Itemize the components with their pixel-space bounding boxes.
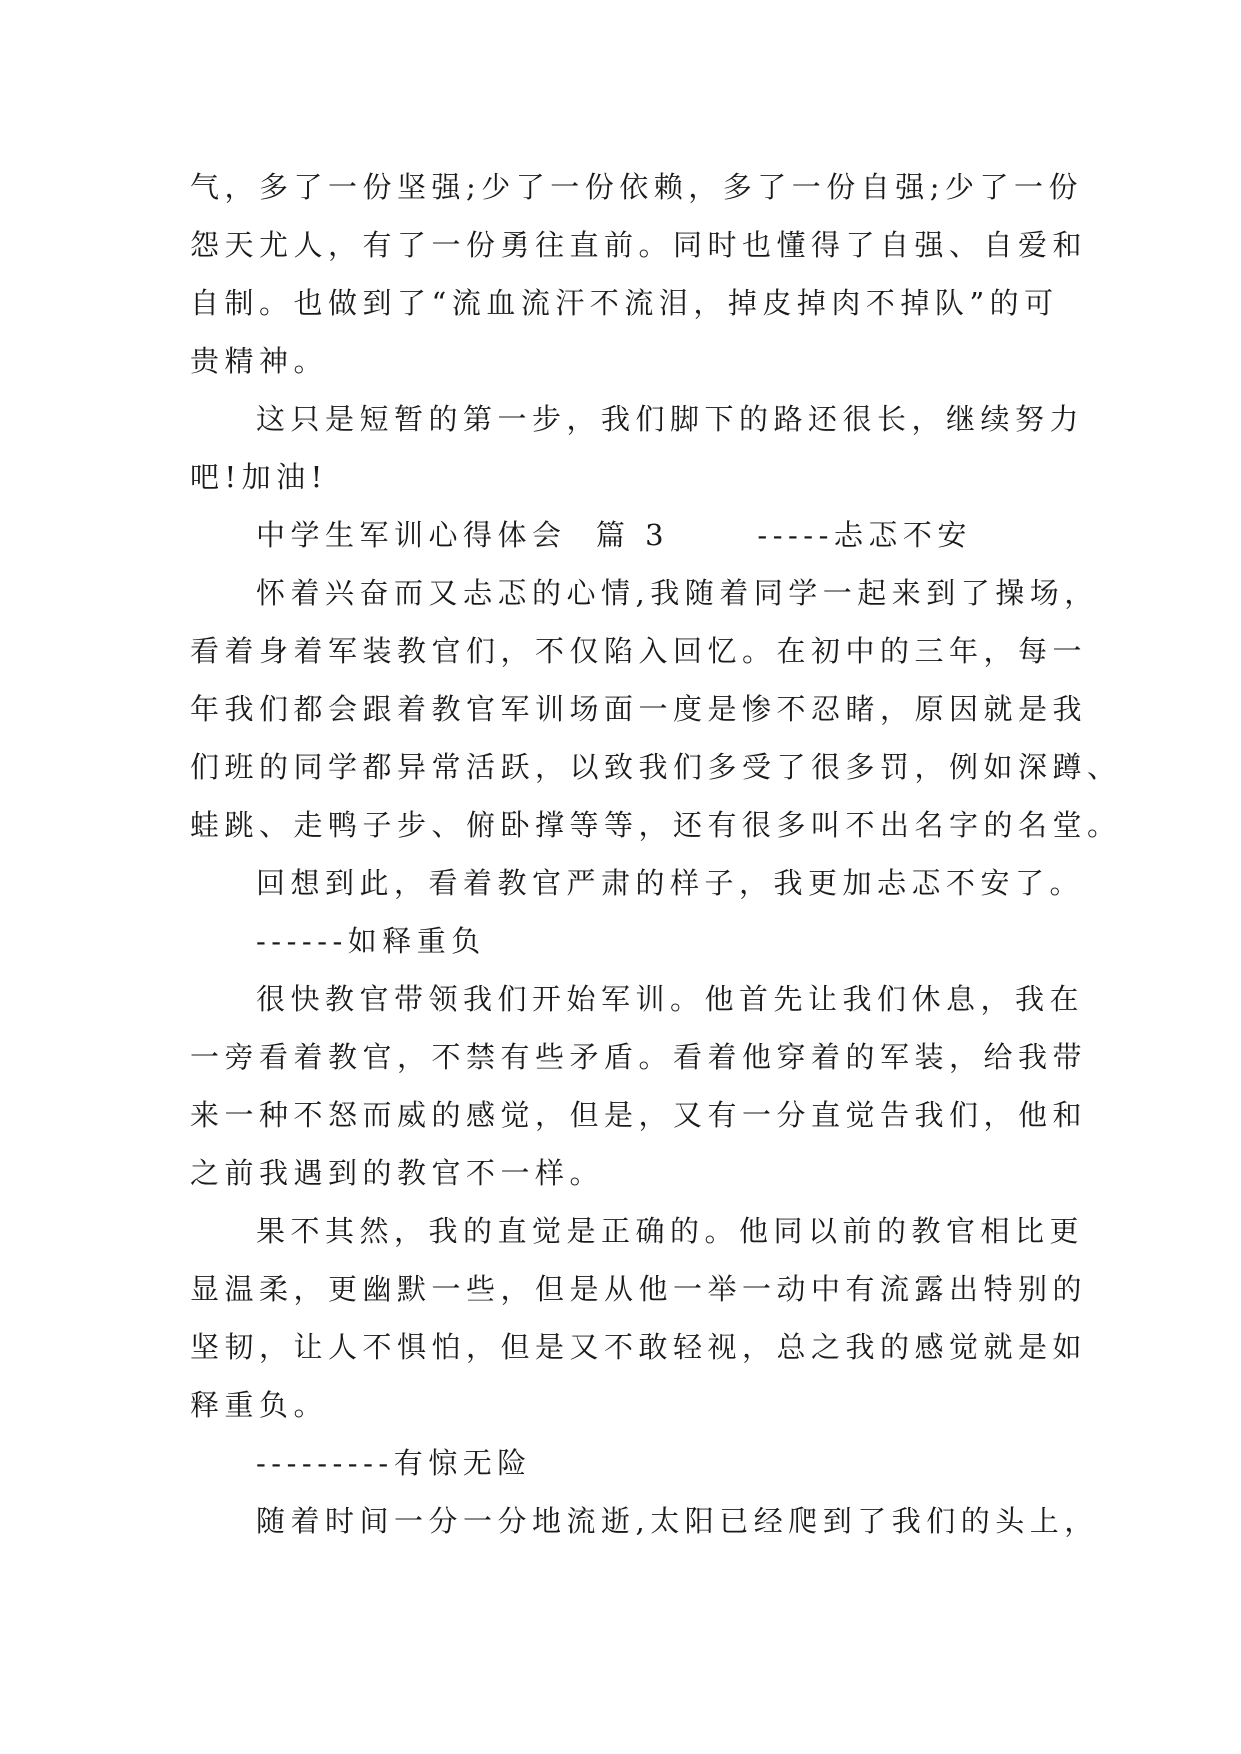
text-line: 果不其然，我的直觉是正确的。他同以前的教官相比更 — [256, 1214, 1085, 1248]
text-line: 怨天尤人，有了一份勇往直前。同时也懂得了自强、自爱和 — [190, 228, 1088, 262]
text-line: 年我们都会跟着教官军训场面一度是惨不忍睹，原因就是我 — [190, 692, 1088, 726]
text-line: 释重负。 — [190, 1388, 329, 1422]
text-line: 显温柔，更幽默一些，但是从他一举一动中有流露出特别的 — [190, 1272, 1088, 1306]
text-line: 一旁看着教官，不禁有些矛盾。看着他穿着的军装，给我带 — [190, 1040, 1088, 1074]
text-line: 这只是短暂的第一步，我们脚下的路还很长，继续努力 — [256, 402, 1085, 436]
subheading: ---------有惊无险 — [256, 1446, 532, 1480]
text-line: 来一种不怒而威的感觉，但是，又有一分直觉告我们，他和 — [190, 1098, 1088, 1132]
section-heading: 中学生军训心得体会 篇 3 -----忐忑不安 — [256, 518, 972, 552]
text-line: 们班的同学都异常活跃，以致我们多受了很多罚，例如深蹲、 — [190, 750, 1122, 784]
text-line: 蛙跳、走鸭子步、俯卧撑等等，还有很多叫不出名字的名堂。 — [190, 808, 1122, 842]
subheading: ------如释重负 — [256, 924, 486, 958]
text-line: 回想到此，看着教官严肃的样子，我更加忐忑不安了。 — [256, 866, 1085, 900]
text-line: 贵精神。 — [190, 344, 329, 378]
text-line: 很快教官带领我们开始军训。他首先让我们休息，我在 — [256, 982, 1085, 1016]
text-line: 坚韧，让人不惧怕，但是又不敢轻视，总之我的感觉就是如 — [190, 1330, 1088, 1364]
document-body — [190, 158, 1122, 1550]
text-line: 吧!加油! — [190, 460, 328, 494]
text-line: 看着身着军装教官们，不仅陷入回忆。在初中的三年，每一 — [190, 634, 1088, 668]
text-line: 气，多了一份坚强;少了一份依赖，多了一份自强;少了一份 — [190, 170, 1084, 204]
text-line: 自制。也做到了“流血流汗不流泪，掉皮掉肉不掉队”的可 — [190, 286, 1059, 320]
text-line: 之前我遇到的教官不一样。 — [190, 1156, 605, 1190]
text-line: 怀着兴奋而又忐忑的心情,我随着同学一起来到了操场， — [256, 576, 1099, 610]
text-line: 随着时间一分一分地流逝,太阳已经爬到了我们的头上， — [256, 1504, 1099, 1538]
